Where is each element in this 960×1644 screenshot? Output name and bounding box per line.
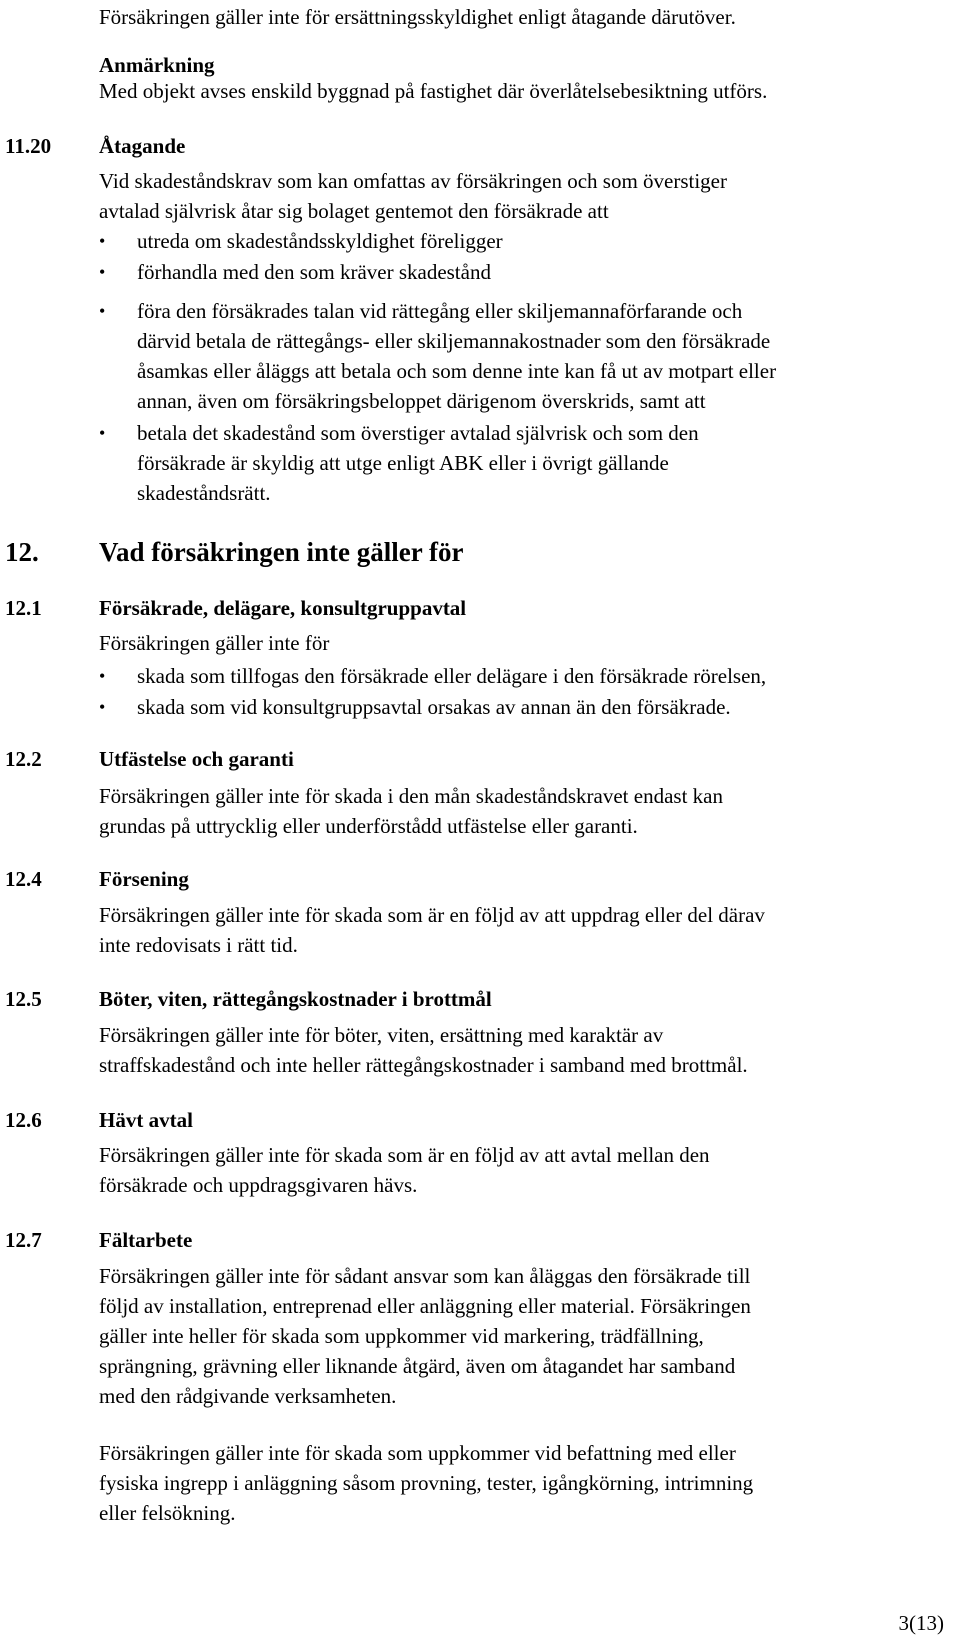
body-line: sprängning, grävning eller liknande åtgärd, även om åtagandet har samband <box>99 1354 736 1378</box>
bullet-icon: • <box>99 697 106 717</box>
bullet-icon: • <box>99 231 106 251</box>
bullet-icon: • <box>99 666 106 686</box>
section-body <box>99 781 949 841</box>
intro-sentence-text: Försäkringen gäller inte för ersättningsskyldighet enligt åtagande därutöver. <box>99 5 736 29</box>
section-intro-line: Vid skadeståndskrav som kan omfattas av försäkringen och som överstiger <box>99 169 728 193</box>
body-line: Försäkringen gäller inte för skada som uppkommer vid befattning med eller <box>99 1441 736 1465</box>
section-body <box>99 1020 949 1080</box>
section-title: Böter, viten, rättegångskostnader i brottmål <box>99 987 492 1011</box>
bullet-line: skada som vid konsultgruppsavtal orsakas av annan än den försäkrade. <box>137 695 731 719</box>
chapter-title: Vad försäkringen inte gäller för <box>99 537 464 567</box>
bullet-icon: • <box>99 301 106 321</box>
body-line: straffskadestånd och inte heller rättegångskostnader i samband med brottmål. <box>99 1053 748 1077</box>
bullet-line: utreda om skadeståndsskyldighet föreligger <box>137 229 503 253</box>
section-title: Fältarbete <box>99 1228 193 1252</box>
body-line: gäller inte heller för skada som uppkommer vid markering, trädfällning, <box>99 1324 704 1348</box>
section-number: 12.5 <box>5 987 42 1011</box>
section-paragraph-1 <box>99 1261 949 1411</box>
bullet-line: betala det skadestånd som överstiger avtalad självrisk och som den <box>137 421 699 445</box>
section-number: 11.20 <box>5 134 52 158</box>
section-number: 12.7 <box>5 1228 42 1252</box>
body-line: grundas på uttrycklig eller underförstådd utfästelse eller garanti. <box>99 814 638 838</box>
bullet-text <box>137 226 503 256</box>
body-line: Försäkringen gäller inte för sådant ansvar som kan åläggas den försäkrade till <box>99 1264 751 1288</box>
section-title: Hävt avtal <box>99 1108 193 1132</box>
intro-sentence <box>99 2 949 32</box>
bullet-icon: • <box>99 262 106 282</box>
section-title: Försäkrade, delägare, konsultgruppavtal <box>99 596 467 620</box>
note-text: Med objekt avses enskild byggnad på fastighet där överlåtelsebesiktning utförs. <box>99 79 768 103</box>
bullet-line: annan, även om försäkringsbeloppet därigenom överskrids, samt att <box>137 389 706 413</box>
section-number: 12.2 <box>5 747 42 771</box>
section-intro: Försäkringen gäller inte för <box>99 631 330 655</box>
section-number: 12.6 <box>5 1108 42 1132</box>
body-line: Försäkringen gäller inte för skada som är en följd av att avtal mellan den <box>99 1143 710 1167</box>
section-body <box>99 900 949 960</box>
bullet-text <box>137 661 766 691</box>
section-paragraph-2 <box>99 1438 949 1528</box>
section-number: 12.1 <box>5 596 42 620</box>
section-intro <box>99 166 949 226</box>
page-number: 3(13) <box>898 1611 944 1635</box>
body-line: Försäkringen gäller inte för skada som är en följd av att uppdrag eller del därav <box>99 903 765 927</box>
section-title: Åtagande <box>99 134 186 158</box>
body-line: försäkrade och uppdragsgivaren hävs. <box>99 1173 418 1197</box>
body-line: fysiska ingrepp i anläggning såsom provning, tester, igångkörning, intrimning <box>99 1471 754 1495</box>
body-line: eller felsökning. <box>99 1501 236 1525</box>
chapter-number: 12. <box>5 537 39 567</box>
section-title: Utfästelse och garanti <box>99 747 294 771</box>
bullet-line: skada som tillfogas den försäkrade eller delägare i den försäkrade rörelsen, <box>137 664 767 688</box>
bullet-line: försäkrade är skyldig att utge enligt ABK eller i övrigt gällande <box>137 451 669 475</box>
bullet-line: åsamkas eller åläggs att betala och som denne inte kan få ut av motpart eller <box>137 359 777 383</box>
bullet-text <box>137 418 699 508</box>
section-body <box>99 1140 949 1200</box>
bullet-line: förhandla med den som kräver skadestånd <box>137 260 491 284</box>
body-line: inte redovisats i rätt tid. <box>99 933 298 957</box>
bullet-text <box>137 257 491 287</box>
note-block <box>99 50 949 106</box>
bullet-text <box>137 296 776 416</box>
bullet-text <box>137 692 731 722</box>
section-number: 12.4 <box>5 867 42 891</box>
note-heading: Anmärkning <box>99 53 215 77</box>
section-intro-line: avtalad självrisk åtar sig bolaget gentemot den försäkrade att <box>99 199 609 223</box>
body-line: Försäkringen gäller inte för böter, viten, ersättning med karaktär av <box>99 1023 664 1047</box>
body-line: följd av installation, entreprenad eller anläggning eller material. Försäkringen <box>99 1294 751 1318</box>
bullet-line: därvid betala de rättegångs- eller skiljemannakostnader som den försäkrade <box>137 329 771 353</box>
bullet-icon: • <box>99 423 106 443</box>
body-line: Försäkringen gäller inte för skada i den mån skadeståndskravet endast kan <box>99 784 723 808</box>
body-line: med den rådgivande verksamheten. <box>99 1384 397 1408</box>
section-title: Försening <box>99 867 189 891</box>
bullet-line: föra den försäkrades talan vid rättegång eller skiljemannaförfarande och <box>137 299 743 323</box>
bullet-line: skadeståndsrätt. <box>137 481 271 505</box>
